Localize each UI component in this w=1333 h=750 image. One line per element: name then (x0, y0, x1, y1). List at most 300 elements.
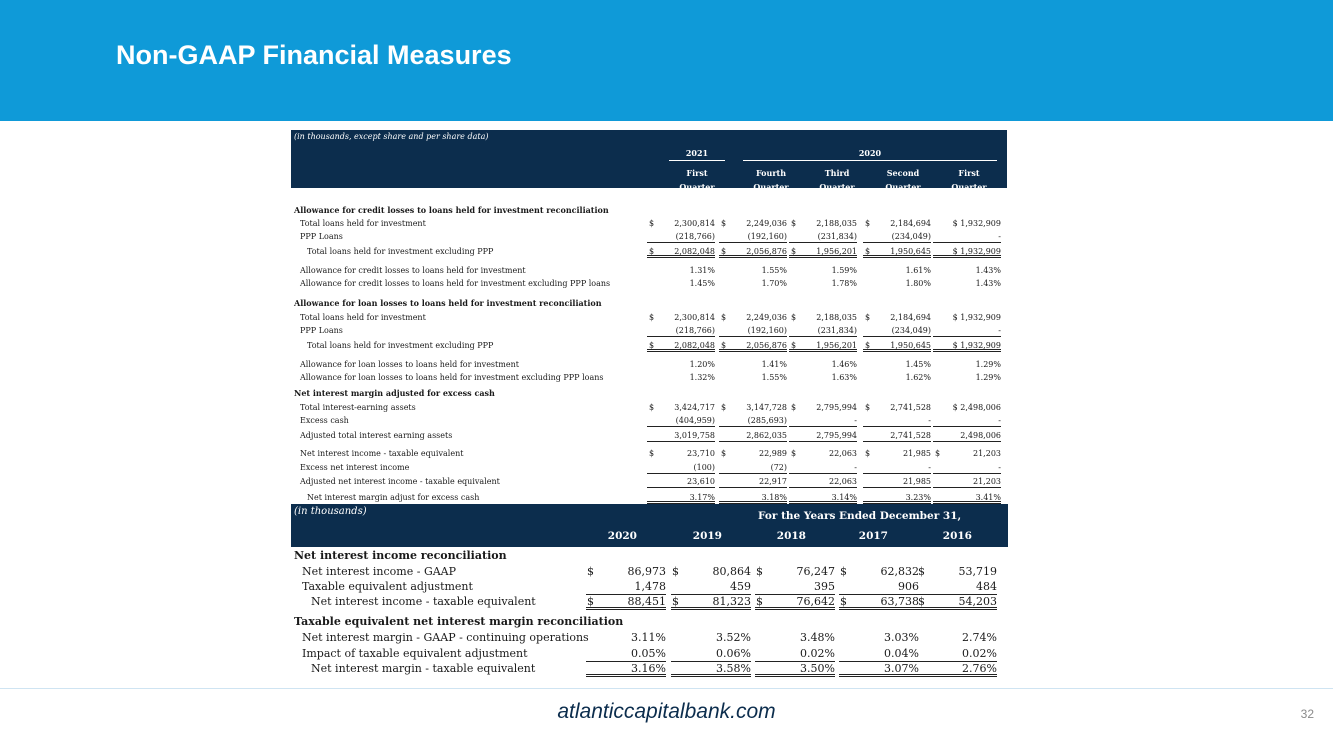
value-cell (789, 311, 857, 324)
row-label: Allowance for loan losses to loans held for investment reconciliation (294, 298, 602, 308)
value-cell (863, 277, 931, 290)
cell-value: 1.41% (761, 360, 787, 369)
section-heading (291, 387, 1007, 400)
value-cell (863, 217, 931, 230)
year-2020-label: 2020 (858, 148, 882, 158)
value-cell (839, 630, 919, 646)
cell-value: (218,766) (675, 326, 715, 335)
cell-value: (72) (770, 463, 787, 472)
cell-value: 2,862,035 (746, 431, 787, 440)
value-cell (789, 264, 857, 277)
column-header-line2: Quarter (753, 182, 789, 192)
value-cell (863, 230, 931, 243)
currency-sign: $ (721, 247, 727, 256)
value-cell (719, 245, 787, 258)
row-label: PPP Loans (300, 232, 343, 241)
table-row (291, 311, 1007, 324)
table-row (291, 217, 1007, 230)
year-column-header: 2018 (776, 530, 806, 542)
value-cell (647, 429, 715, 442)
row-label: Allowance for loan losses to loans held for investment (300, 360, 519, 369)
value-cell (719, 475, 787, 488)
currency-sign: $ (721, 341, 727, 350)
cell-value: (100) (693, 463, 715, 472)
year-column-header: 2017 (858, 530, 888, 542)
cell-value: 484 (976, 580, 997, 593)
cell-value: 1.55% (761, 373, 787, 382)
value-cell (719, 217, 787, 230)
value-cell (647, 230, 715, 243)
column-header-line1: Fourth (755, 168, 787, 178)
currency-sign: $ (791, 403, 797, 412)
page-title: Non-GAAP Financial Measures (116, 40, 512, 70)
column-header-line1: Second (886, 168, 920, 178)
currency-sign: $ (865, 449, 871, 458)
value-cell (789, 429, 857, 442)
currency-sign: $ (918, 565, 925, 578)
row-label: Taxable equivalent net interest margin reconciliation (294, 615, 624, 628)
cell-value: 3.23% (905, 493, 931, 502)
table-row (291, 339, 1007, 352)
row-label: Impact of taxable equivalent adjustment (302, 647, 528, 660)
quarter-column-header (809, 166, 865, 194)
cell-value: 22,063 (829, 477, 857, 486)
cell-value: 2,741,528 (890, 431, 931, 440)
currency-sign: $ (865, 341, 871, 350)
value-cell (719, 358, 787, 371)
cell-value: (192,160) (747, 326, 787, 335)
cell-value: 22,917 (759, 477, 787, 486)
value-cell (647, 461, 715, 474)
cell-value: 2.74% (962, 631, 997, 644)
value-cell (789, 339, 857, 352)
cell-value: 3.18% (761, 493, 787, 502)
column-header-line2: Quarter (679, 182, 715, 192)
row-label: PPP Loans (300, 326, 343, 335)
cell-value: $ 1,932,909 (952, 341, 1001, 350)
value-cell (839, 594, 919, 610)
cell-value: - (854, 416, 857, 425)
column-header-line1: Third (824, 168, 850, 178)
year-column-header: 2019 (692, 530, 722, 542)
cell-value: 21,203 (973, 477, 1001, 486)
cell-value: 2,300,814 (674, 313, 715, 322)
value-cell (647, 447, 715, 460)
section-heading (291, 548, 1008, 564)
value-cell (933, 447, 1001, 460)
row-label: Net interest income reconciliation (294, 549, 507, 562)
cell-value: - (998, 416, 1001, 425)
value-cell (719, 311, 787, 324)
cell-value: 1.80% (905, 279, 931, 288)
value-cell (839, 646, 919, 662)
cell-value: 3.03% (884, 631, 919, 644)
value-cell (789, 217, 857, 230)
value-cell (933, 245, 1001, 258)
cell-value: 2,056,876 (746, 247, 787, 256)
cell-value: 54,203 (958, 595, 997, 608)
year-2020-rule (743, 160, 997, 161)
cell-value: - (998, 232, 1001, 241)
quarterly-reconciliation-table (291, 130, 1007, 502)
value-cell (755, 630, 835, 646)
value-cell (719, 429, 787, 442)
cell-value: 1,950,645 (890, 341, 931, 350)
currency-sign: $ (721, 403, 727, 412)
cell-value: 80,864 (712, 565, 751, 578)
value-cell (933, 475, 1001, 488)
cell-value: 2,082,048 (674, 247, 715, 256)
row-label: Allowance for credit losses to loans held for investment reconciliation (294, 205, 609, 215)
section-heading (291, 614, 1008, 630)
cell-value: 1.55% (761, 266, 787, 275)
annual-table-title: For the Years Ended December 31, (758, 510, 962, 522)
cell-value: 2,741,528 (890, 403, 931, 412)
value-cell (719, 339, 787, 352)
value-cell (719, 447, 787, 460)
cell-value: 3.16% (631, 662, 666, 675)
value-cell (863, 339, 931, 352)
cell-value: 2,184,694 (890, 219, 931, 228)
value-cell (933, 401, 1001, 414)
value-cell (647, 475, 715, 488)
value-cell (647, 491, 715, 504)
cell-value: 88,451 (627, 595, 666, 608)
value-cell (719, 371, 787, 384)
annual-reconciliation-table (291, 504, 1008, 675)
value-cell (719, 401, 787, 414)
quarterly-table-caption: (in thousands, except share and per share data) (294, 132, 489, 141)
table-row (291, 429, 1007, 442)
table-row (291, 358, 1007, 371)
table-row (291, 461, 1007, 474)
value-cell (933, 264, 1001, 277)
value-cell (789, 491, 857, 504)
cell-value: 1.20% (689, 360, 715, 369)
quarterly-table-header (291, 130, 1007, 192)
cell-value: 2,795,994 (816, 431, 857, 440)
cell-value: 3.11% (631, 631, 666, 644)
value-cell (755, 579, 835, 595)
footer-divider (0, 688, 1333, 689)
value-cell (933, 324, 1001, 337)
cell-value: 3.48% (800, 631, 835, 644)
row-label: Excess net interest income (300, 463, 410, 472)
table-row (291, 264, 1007, 277)
row-label: Net interest margin - taxable equivalent (311, 662, 536, 675)
value-cell (863, 429, 931, 442)
currency-sign: $ (649, 403, 655, 412)
cell-value: 2,498,006 (960, 431, 1001, 440)
cell-value: 2,795,994 (816, 403, 857, 412)
cell-value: $ 2,498,006 (952, 403, 1001, 412)
currency-sign: $ (791, 313, 797, 322)
value-cell (917, 630, 997, 646)
value-cell (839, 661, 919, 677)
table-row (291, 661, 1008, 677)
cell-value: 63,738 (880, 595, 919, 608)
row-label: Allowance for credit losses to loans held for investment excluding PPP loans (300, 279, 611, 288)
value-cell (755, 661, 835, 677)
row-label: Net interest margin adjusted for excess cash (294, 388, 495, 398)
currency-sign: $ (649, 449, 655, 458)
cell-value: (231,834) (817, 232, 857, 241)
cell-value: $ 1,932,909 (952, 247, 1001, 256)
cell-value: $ 1,932,909 (952, 219, 1001, 228)
currency-sign: $ (865, 219, 871, 228)
cell-value: (234,049) (891, 326, 931, 335)
value-cell (586, 661, 666, 677)
cell-value: 0.04% (884, 647, 919, 660)
currency-sign: $ (865, 403, 871, 412)
cell-value: 86,973 (627, 565, 666, 578)
table-row (291, 324, 1007, 337)
quarter-column-header (875, 166, 931, 194)
year-column-header: 2016 (942, 530, 972, 542)
cell-value: 2.76% (962, 662, 997, 675)
value-cell (917, 646, 997, 662)
section-heading (291, 204, 1007, 217)
cell-value: 76,247 (796, 565, 835, 578)
value-cell (719, 414, 787, 427)
currency-sign: $ (721, 449, 727, 458)
cell-value: 0.05% (631, 647, 666, 660)
cell-value: 1.78% (831, 279, 857, 288)
table-row (291, 579, 1008, 595)
value-cell (586, 594, 666, 610)
row-label: Adjusted net interest income - taxable equivalent (300, 477, 500, 486)
table-row (291, 594, 1008, 610)
currency-sign: $ (587, 565, 594, 578)
cell-value: (234,049) (891, 232, 931, 241)
value-cell (917, 661, 997, 677)
cell-value: 23,610 (687, 477, 715, 486)
cell-value: 22,063 (829, 449, 857, 458)
cell-value: 2,249,036 (746, 219, 787, 228)
cell-value: 2,082,048 (674, 341, 715, 350)
row-label: Total loans held for investment (300, 219, 426, 228)
value-cell (586, 630, 666, 646)
cell-value: - (928, 463, 931, 472)
value-cell (647, 217, 715, 230)
cell-value: 2,184,694 (890, 313, 931, 322)
currency-sign: $ (649, 341, 655, 350)
value-cell (863, 311, 931, 324)
value-cell (789, 277, 857, 290)
value-cell (586, 579, 666, 595)
value-cell (755, 564, 835, 580)
cell-value: 3,424,717 (674, 403, 715, 412)
cell-value: 3.50% (800, 662, 835, 675)
page-number: 32 (1300, 707, 1314, 721)
cell-value: 1,956,201 (816, 341, 857, 350)
cell-value: 81,323 (712, 595, 751, 608)
row-label: Total interest-earning assets (300, 403, 416, 412)
cell-value: $ 1,932,909 (952, 313, 1001, 322)
cell-value: 1,950,645 (890, 247, 931, 256)
cell-value: 1.45% (689, 279, 715, 288)
value-cell (933, 230, 1001, 243)
row-label: Allowance for loan losses to loans held for investment excluding PPP loans (300, 373, 604, 382)
value-cell (671, 646, 751, 662)
cell-value: 2,188,035 (816, 219, 857, 228)
currency-sign: $ (649, 313, 655, 322)
value-cell (863, 447, 931, 460)
currency-sign: $ (649, 247, 655, 256)
value-cell (789, 447, 857, 460)
value-cell (755, 646, 835, 662)
value-cell (755, 594, 835, 610)
cell-value: - (998, 326, 1001, 335)
quarter-column-header (941, 166, 997, 194)
value-cell (917, 579, 997, 595)
currency-sign: $ (935, 449, 941, 458)
cell-value: 21,985 (903, 449, 931, 458)
cell-value: 62,832 (880, 565, 919, 578)
cell-value: 23,710 (687, 449, 715, 458)
currency-sign: $ (840, 595, 847, 608)
table-row (291, 475, 1007, 488)
value-cell (839, 564, 919, 580)
cell-value: 395 (814, 580, 835, 593)
value-cell (863, 371, 931, 384)
value-cell (586, 646, 666, 662)
value-cell (933, 461, 1001, 474)
value-cell (789, 461, 857, 474)
value-cell (933, 358, 1001, 371)
currency-sign: $ (865, 247, 871, 256)
currency-sign: $ (721, 219, 727, 228)
cell-value: 3,019,758 (674, 431, 715, 440)
cell-value: 1.45% (905, 360, 931, 369)
cell-value: 3.41% (975, 493, 1001, 502)
cell-value: 21,985 (903, 477, 931, 486)
value-cell (863, 358, 931, 371)
value-cell (647, 311, 715, 324)
title-banner (0, 0, 1333, 121)
cell-value: 2,056,876 (746, 341, 787, 350)
currency-sign: $ (672, 565, 679, 578)
row-label: Net interest margin - GAAP - continuing operations (302, 631, 589, 644)
cell-value: 0.06% (716, 647, 751, 660)
footer-website: atlanticcapitalbank.com (557, 700, 776, 723)
cell-value: - (854, 463, 857, 472)
value-cell (933, 277, 1001, 290)
value-cell (789, 245, 857, 258)
cell-value: 1.43% (975, 266, 1001, 275)
value-cell (917, 564, 997, 580)
table-row (291, 646, 1008, 662)
value-cell (647, 264, 715, 277)
value-cell (671, 594, 751, 610)
row-label: Excess cash (300, 416, 349, 425)
cell-value: 1,956,201 (816, 247, 857, 256)
table-row (291, 371, 1007, 384)
currency-sign: $ (721, 313, 727, 322)
value-cell (933, 217, 1001, 230)
value-cell (719, 230, 787, 243)
cell-value: 1,478 (634, 580, 666, 593)
value-cell (719, 324, 787, 337)
cell-value: 3.14% (831, 493, 857, 502)
table-row (291, 414, 1007, 427)
value-cell (789, 230, 857, 243)
currency-sign: $ (840, 565, 847, 578)
value-cell (863, 475, 931, 488)
cell-value: (404,959) (675, 416, 715, 425)
table-row (291, 245, 1007, 258)
cell-value: 0.02% (962, 647, 997, 660)
cell-value: 1.59% (831, 266, 857, 275)
cell-value: 3.17% (689, 493, 715, 502)
cell-value: 3.52% (716, 631, 751, 644)
value-cell (789, 371, 857, 384)
value-cell (586, 564, 666, 580)
row-label: Net interest income - GAAP (302, 565, 457, 578)
value-cell (647, 414, 715, 427)
cell-value: 1.70% (761, 279, 787, 288)
row-label: Adjusted total interest earning assets (300, 431, 453, 440)
value-cell (647, 401, 715, 414)
currency-sign: $ (791, 449, 797, 458)
currency-sign: $ (918, 595, 925, 608)
cell-value: (218,766) (675, 232, 715, 241)
cell-value: 1.61% (905, 266, 931, 275)
year-column-header: 2020 (607, 530, 637, 542)
value-cell (789, 414, 857, 427)
value-cell (917, 594, 997, 610)
column-header-line1: First (958, 168, 980, 178)
cell-value: - (998, 463, 1001, 472)
cell-value: 76,642 (796, 595, 835, 608)
column-header-line2: Quarter (885, 182, 921, 192)
cell-value: 1.32% (689, 373, 715, 382)
value-cell (671, 630, 751, 646)
table-row (291, 230, 1007, 243)
column-header-line2: Quarter (951, 182, 987, 192)
cell-value: (231,834) (817, 326, 857, 335)
value-cell (789, 324, 857, 337)
value-cell (647, 371, 715, 384)
cell-value: 22,989 (759, 449, 787, 458)
currency-sign: $ (865, 313, 871, 322)
cell-value: 21,203 (973, 449, 1001, 458)
value-cell (933, 491, 1001, 504)
value-cell (863, 461, 931, 474)
table-row (291, 630, 1008, 646)
cell-value: 2,300,814 (674, 219, 715, 228)
currency-sign: $ (791, 247, 797, 256)
value-cell (671, 579, 751, 595)
cell-value: - (928, 416, 931, 425)
cell-value: 53,719 (958, 565, 997, 578)
value-cell (789, 401, 857, 414)
cell-value: 3.58% (716, 662, 751, 675)
year-2021-rule (669, 160, 725, 161)
currency-sign: $ (672, 595, 679, 608)
row-label: Net interest margin adjust for excess cash (307, 493, 480, 502)
cell-value: 1.29% (975, 373, 1001, 382)
cell-value: 0.02% (800, 647, 835, 660)
value-cell (863, 324, 931, 337)
value-cell (647, 339, 715, 352)
value-cell (863, 491, 931, 504)
column-header-line1: First (686, 168, 708, 178)
cell-value: 1.43% (975, 279, 1001, 288)
currency-sign: $ (791, 341, 797, 350)
row-label: Total loans held for investment excluding PPP (307, 341, 494, 350)
section-heading (291, 297, 1007, 310)
